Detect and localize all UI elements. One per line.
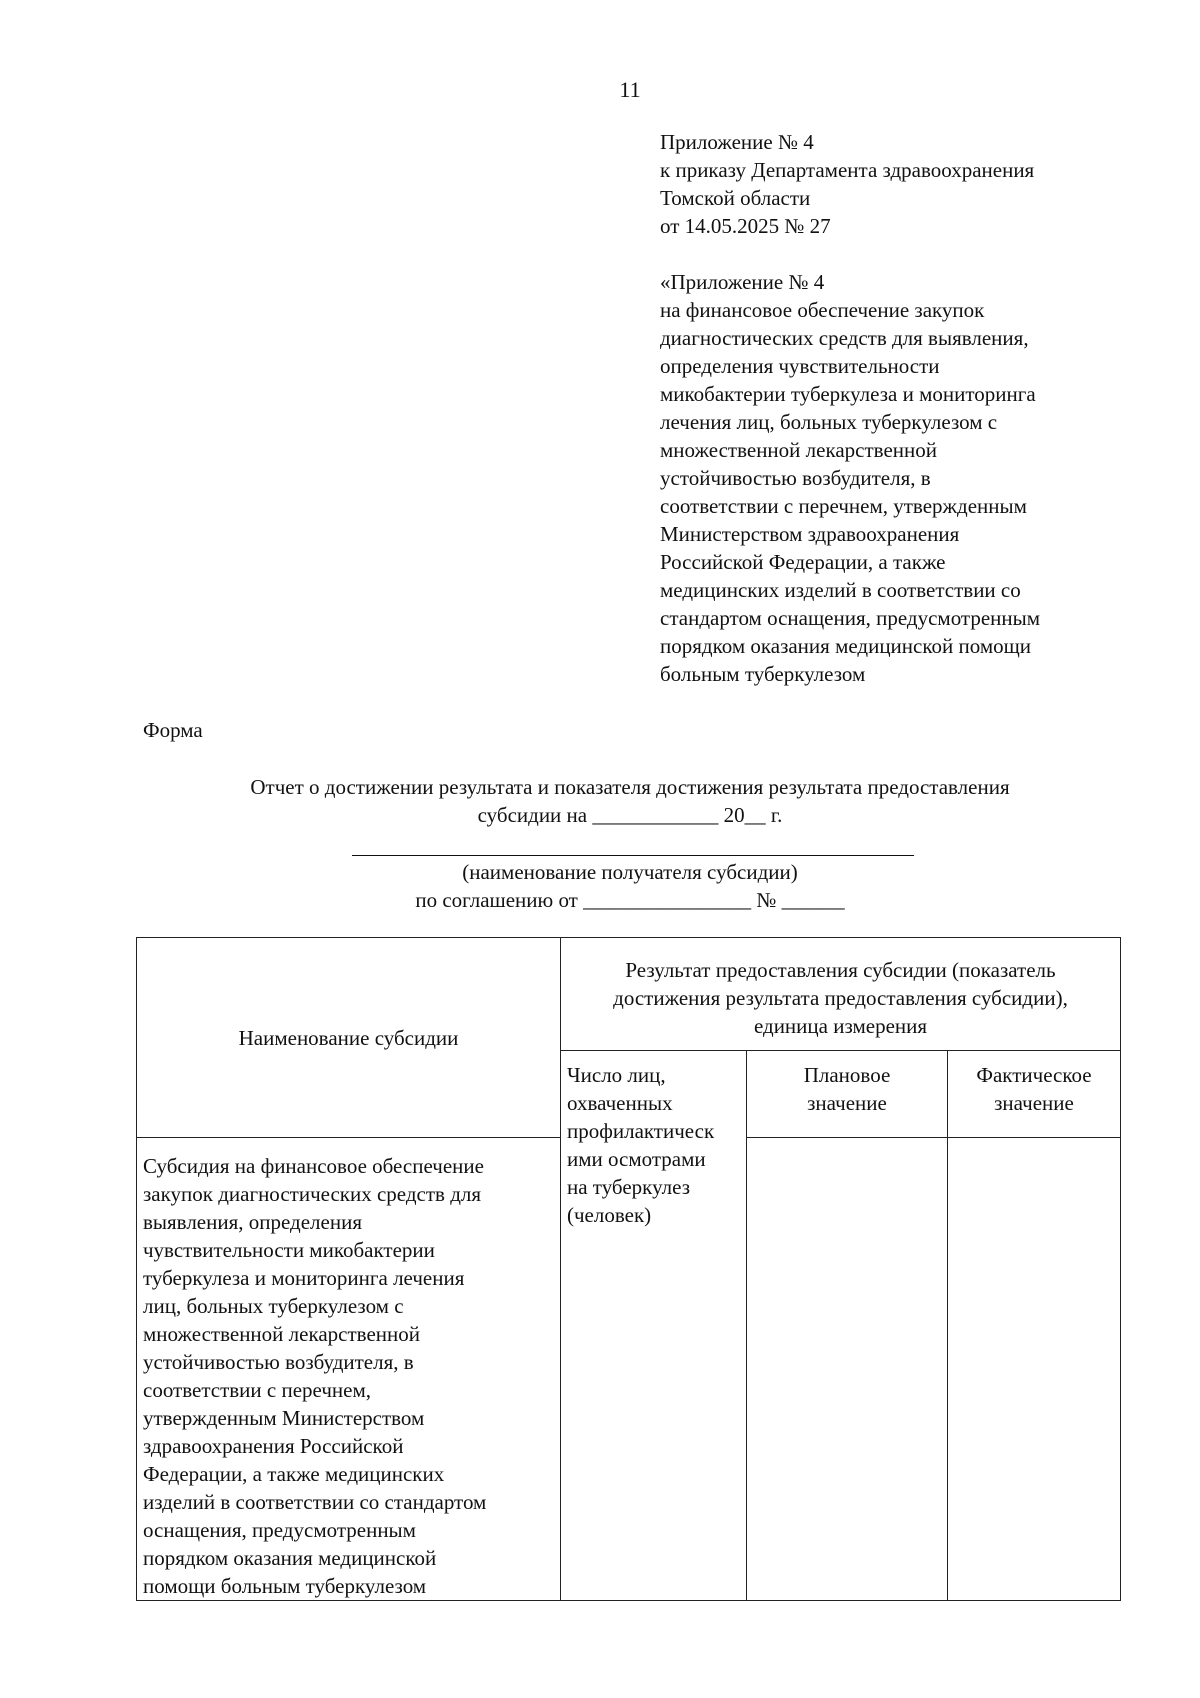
appendix-header-line: от 14.05.2025 № 27 xyxy=(660,214,831,238)
subsidy-name-line: порядком оказания медицинской xyxy=(143,1546,437,1570)
fact-label-line: значение xyxy=(994,1091,1074,1115)
appendix-body-line: порядком оказания медицинской помощи xyxy=(660,634,1032,658)
plan-label-line: Плановое xyxy=(803,1063,891,1087)
subsidy-name-line: изделий в соответствии со стандартом xyxy=(143,1490,487,1514)
fact-label-line: Фактическое xyxy=(976,1063,1092,1087)
report-title-line: Отчет о достижении результата и показателя достижения результата предоставления xyxy=(250,775,1010,799)
subsidy-name-line: чувствительности микобактерии xyxy=(143,1238,435,1262)
appendix-body-line: «Приложение № 4 xyxy=(660,270,825,294)
appendix-body-line: Министерством здравоохранения xyxy=(660,522,960,546)
appendix-body-line: Российской Федерации, а также xyxy=(660,550,946,574)
recipient-block xyxy=(0,858,1200,914)
header-result-line: Результат предоставления субсидии (показатель xyxy=(625,958,1056,982)
count-label-line: Число лиц, xyxy=(567,1063,666,1087)
appendix-body-line: стандартом оснащения, предусмотренным xyxy=(660,606,1041,630)
appendix-block xyxy=(660,128,1130,688)
agreement-line: по соглашению от ________________ № ______ xyxy=(415,888,845,912)
subsidy-name-line: помощи больным туберкулезом xyxy=(143,1574,427,1598)
count-indicator-cell xyxy=(561,1051,747,1601)
subsidy-name-cell xyxy=(137,1138,561,1601)
report-title-line: субсидии на ____________ 20__ г. xyxy=(477,803,783,827)
count-label-line: ими осмотрами xyxy=(567,1147,706,1171)
appendix-body-line: определения чувствительности xyxy=(660,354,940,378)
appendix-body-line: лечения лиц, больных туберкулезом с xyxy=(660,410,998,434)
subsidy-name-line: лиц, больных туберкулезом с xyxy=(143,1294,404,1318)
plan-label-line: значение xyxy=(807,1091,887,1115)
table-header-row xyxy=(137,938,1121,1051)
appendix-header xyxy=(660,128,1130,240)
header-result-line: единица измерения xyxy=(753,1014,928,1038)
subsidy-name-line: Федерации, а также медицинских xyxy=(143,1462,445,1486)
subsidy-name-line: закупок диагностических средств для xyxy=(143,1182,482,1206)
appendix-body-line: соответствии с перечнем, утвержденным xyxy=(660,494,1027,518)
count-label-line: профилактическ xyxy=(567,1119,715,1143)
subsidy-name-line: утвержденным Министерством xyxy=(143,1406,425,1430)
form-label: Форма xyxy=(143,718,203,742)
subsidy-name-line: множественной лекарственной xyxy=(143,1322,420,1346)
appendix-body-line: микобактерии туберкулеза и мониторинга xyxy=(660,382,1036,406)
appendix-body-line: медицинских изделий в соответствии со xyxy=(660,578,1021,602)
recipient-caption: (наименование получателя субсидии) xyxy=(462,860,798,884)
report-table xyxy=(136,937,1121,1601)
subsidy-name-line: туберкулеза и мониторинга лечения xyxy=(143,1266,465,1290)
recipient-underline xyxy=(352,855,914,856)
appendix-header-line: к приказу Департамента здравоохранения xyxy=(660,158,1035,182)
subsidy-name-line: выявления, определения xyxy=(143,1210,362,1234)
header-result xyxy=(561,938,1121,1051)
header-plan-value xyxy=(747,1051,948,1138)
subsidy-name-line: устойчивостью возбудителя, в xyxy=(143,1350,414,1374)
appendix-body xyxy=(660,268,1130,688)
subsidy-name-line: соответствии с перечнем, xyxy=(143,1378,371,1402)
appendix-body-line: на финансовое обеспечение закупок xyxy=(660,298,985,322)
plan-value-cell[interactable] xyxy=(747,1138,948,1601)
appendix-body-line: устойчивостью возбудителя, в xyxy=(660,466,931,490)
count-label-line: (человек) xyxy=(567,1203,652,1227)
header-subsidy-name: Наименование субсидии xyxy=(137,938,561,1138)
count-label-line: на туберкулез xyxy=(567,1175,690,1199)
appendix-body-line: больным туберкулезом xyxy=(660,662,866,686)
header-result-line: достижения результата предоставления субсидии), xyxy=(613,986,1068,1010)
appendix-body-line: множественной лекарственной xyxy=(660,438,937,462)
appendix-header-line: Приложение № 4 xyxy=(660,130,814,154)
count-label-line: охваченных xyxy=(567,1091,673,1115)
subsidy-name-line: оснащения, предусмотренным xyxy=(143,1518,416,1542)
appendix-header-line: Томской области xyxy=(660,186,811,210)
subsidy-name-line: Субсидия на финансовое обеспечение xyxy=(143,1154,484,1178)
subsidy-name-line: здравоохранения Российской xyxy=(143,1434,404,1458)
page-number: 11 xyxy=(619,77,641,102)
fact-value-cell[interactable] xyxy=(948,1138,1121,1601)
header-fact-value xyxy=(948,1051,1121,1138)
report-title xyxy=(0,773,1200,829)
appendix-body-line: диагностических средств для выявления, xyxy=(660,326,1029,350)
